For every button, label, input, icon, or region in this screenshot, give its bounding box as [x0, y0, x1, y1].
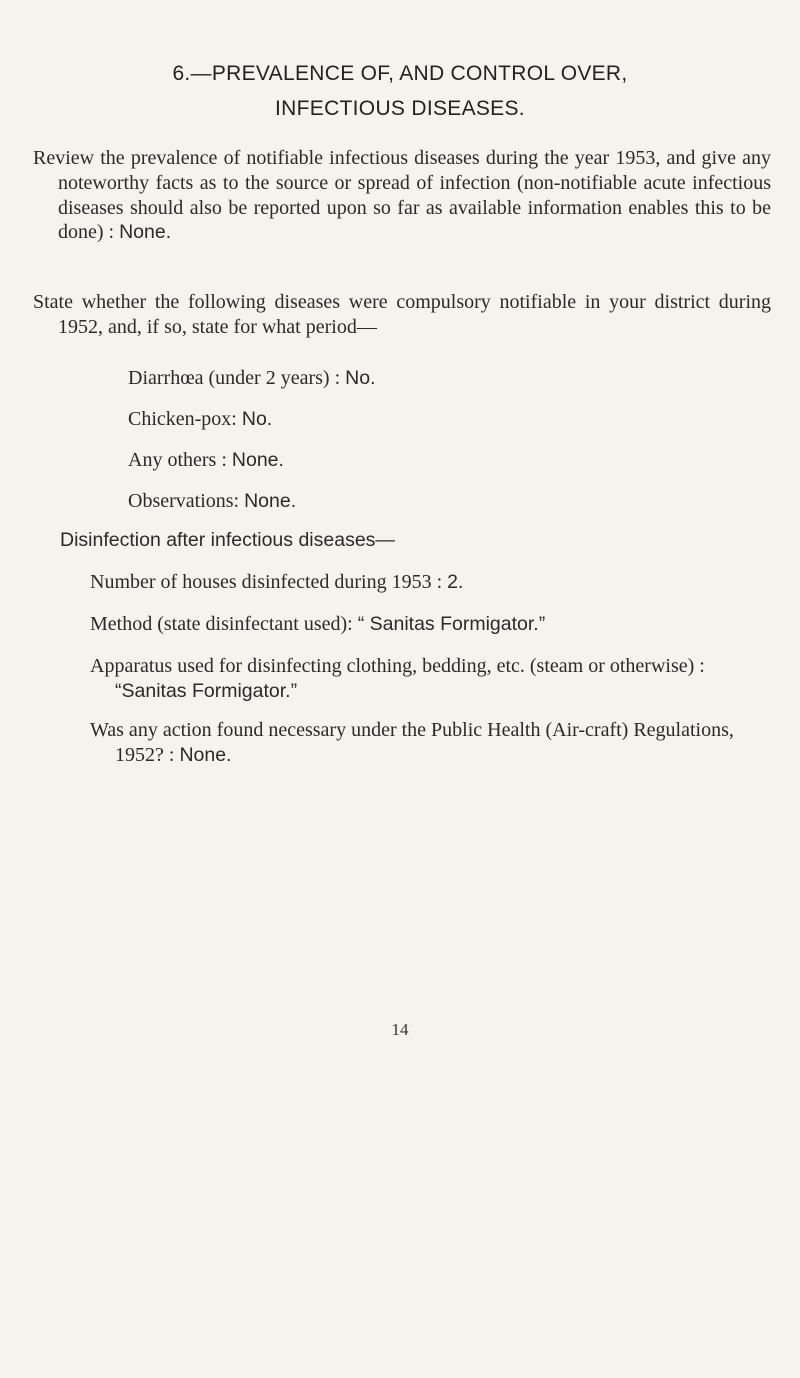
disinfection-item-answer: None. — [179, 744, 232, 766]
disinfection-item-label: Was any action found necessary under the Public Health (Air-craft) Regulations, 1952? : — [90, 719, 734, 766]
notifiable-item-label: Diarrhœa (under 2 years) : — [128, 367, 341, 389]
disinfection-item-label: Apparatus used for disinfecting clothing, bedding, etc. (steam or otherwise) : — [90, 655, 705, 677]
notifiable-item-answer: None. — [231, 449, 284, 471]
notifiable-item-answer: No. — [241, 408, 273, 430]
disinfection-item — [90, 718, 770, 768]
disinfection-item-label: Number of houses disinfected during 1953 : — [90, 571, 443, 593]
disinfection-item — [90, 654, 770, 704]
notifiable-item — [128, 365, 376, 391]
notifiable-question: State whether the following diseases were compulsory notifiable in your district during 1952, and, if so, state for what period— — [33, 291, 771, 338]
disinfection-item-label: Method (state disinfectant used): — [90, 613, 353, 635]
disinfection-heading: Disinfection after infectious diseases— — [60, 529, 395, 551]
review-answer: None. — [119, 221, 172, 244]
notifiable-item-label: Chicken-pox: — [128, 408, 237, 430]
notifiable-item — [128, 406, 272, 432]
review-question-text: Review the prevalence of notifiable infectious diseases during the year 1953, and give any noteworthy facts as to the source or spread of infection (non-notifiable acute infectious diseases should also be reported upon so far as available information enables this to be done) : — [33, 147, 771, 244]
notifiable-item — [128, 447, 284, 473]
page-number: 14 — [391, 1020, 409, 1039]
disinfection-item — [90, 570, 770, 595]
notifiable-item-answer: No. — [345, 367, 376, 389]
notifiable-item-answer: None. — [244, 490, 297, 512]
notifiable-item — [128, 488, 296, 514]
disinfection-item-answer: “Sanitas Formigator.” — [115, 680, 298, 702]
notifiable-item-label: Any others : — [128, 449, 227, 471]
section-heading-line-1: 6.—PREVALENCE OF, AND CONTROL OVER, — [172, 62, 628, 85]
disinfection-item-answer: 2. — [447, 571, 464, 593]
disinfection-item-answer: “ Sanitas Formigator.” — [357, 613, 546, 635]
section-heading-line-2: INFECTIOUS DISEASES. — [275, 97, 525, 120]
review-question — [33, 146, 771, 245]
notifiable-item-label: Observations: — [128, 490, 240, 512]
disinfection-item — [90, 612, 770, 637]
